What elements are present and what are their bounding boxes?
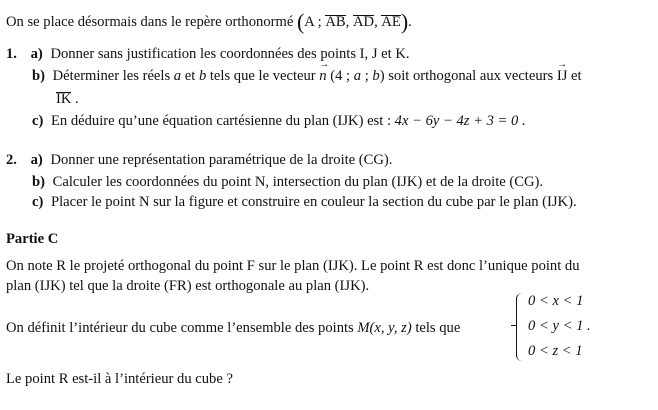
q2-b-line: [32, 174, 543, 192]
q1-b-coord-b: b: [372, 68, 380, 84]
frame-open-paren: (: [296, 9, 305, 34]
partie-c-question: Le point R est-il à l’intérieur du cube ?: [6, 371, 233, 387]
partie-c-para2-tels: tels que: [411, 320, 461, 336]
vector-n: → n: [319, 68, 326, 86]
q1-b-var-b: b: [198, 68, 207, 84]
q1-b-label: b): [32, 68, 45, 84]
q2-number: 2.: [6, 152, 17, 168]
frame-sep-2: ,: [374, 14, 382, 30]
partie-c-para2-text: On définit l’intérieur du cube comme l’ensemble des points: [6, 320, 358, 336]
partie-c-title: Partie C: [6, 231, 59, 247]
q1-b-coords-1: (4 ;: [326, 68, 354, 84]
q1-c-line: [32, 113, 526, 131]
condition-z: 0 < z < 1: [528, 343, 583, 359]
q2-c-text: Placer le point N sur la figure et construire en couleur la section du cube par le plan (IJK).: [51, 194, 577, 210]
vector-ik: IK: [56, 91, 72, 107]
conditions-system: [516, 291, 616, 363]
q2-a-label: a): [30, 152, 43, 168]
q2-c-line: [32, 194, 577, 212]
frame-close-paren: ): [400, 9, 409, 34]
intro-end: .: [408, 14, 412, 30]
plane-equation: 4x − 6y − 4z + 3 = 0 .: [394, 113, 526, 129]
q1-number: 1.: [6, 46, 17, 62]
q2-a-text: Donner une représentation paramétrique de la droite (CG).: [50, 152, 393, 168]
vector-ae: AE: [381, 14, 401, 30]
condition-y: 0 < y < 1 .: [528, 318, 591, 334]
partie-c-para2: [6, 320, 460, 338]
q1-b-text-3: tels que le vecteur: [206, 68, 320, 84]
q1-b-text-1: Déterminer les réels: [52, 68, 174, 84]
system-brace: [516, 293, 523, 361]
frame-origin: A ;: [304, 14, 326, 30]
point-m: M(x, y, z): [357, 320, 412, 336]
q1-b-var-a: a: [173, 68, 182, 84]
q1-b-coord-a: a: [353, 68, 362, 84]
vector-ab: AB: [325, 14, 346, 30]
q2-c-label: c): [32, 194, 44, 210]
vector-ij: → IJ: [557, 68, 568, 86]
intro-text: On se place désormais dans le repère orthonormé: [6, 14, 294, 30]
q1-b-line-2: [56, 91, 79, 109]
q2-b-text: Calculer les coordonnées du point N, intersection du plan (IJK) et de la droite (CG).: [52, 174, 544, 190]
intro-line: [6, 9, 412, 35]
q1-b-text-2: et: [181, 68, 199, 84]
partie-c-para1-line2: plan (IJK) tel que la droite (FR) est orthogonale au plan (IJK).: [6, 278, 370, 294]
vector-ad: AD: [352, 14, 375, 30]
q1-b-coords-2: ;: [361, 68, 373, 84]
q1-c-text: En déduire qu’une équation cartésienne du plan (IJK) est :: [51, 113, 395, 129]
q2-b-label: b): [32, 174, 45, 190]
partie-c-para1-line1: On note R le projeté orthogonal du point F sur le plan (IJK). Le point R est donc l’unique point du: [6, 258, 580, 274]
frame-sep-1: ,: [345, 14, 353, 30]
q1-a-text: Donner sans justification les coordonnées des points I, J et K.: [50, 46, 410, 62]
q1-a-label: a): [30, 46, 43, 62]
q1-a-line: [6, 46, 410, 64]
q1-c-label: c): [32, 113, 44, 129]
condition-x: 0 < x < 1: [528, 293, 584, 309]
q1-b-text-4: et: [567, 68, 582, 84]
q1-b-text-5: .: [71, 91, 79, 107]
q2-a-line: [6, 152, 392, 170]
system-brace-tip: [511, 325, 517, 327]
q1-b-coords-3: ) soit orthogonal aux vecteurs: [379, 68, 557, 84]
q1-b-line: [32, 68, 582, 86]
